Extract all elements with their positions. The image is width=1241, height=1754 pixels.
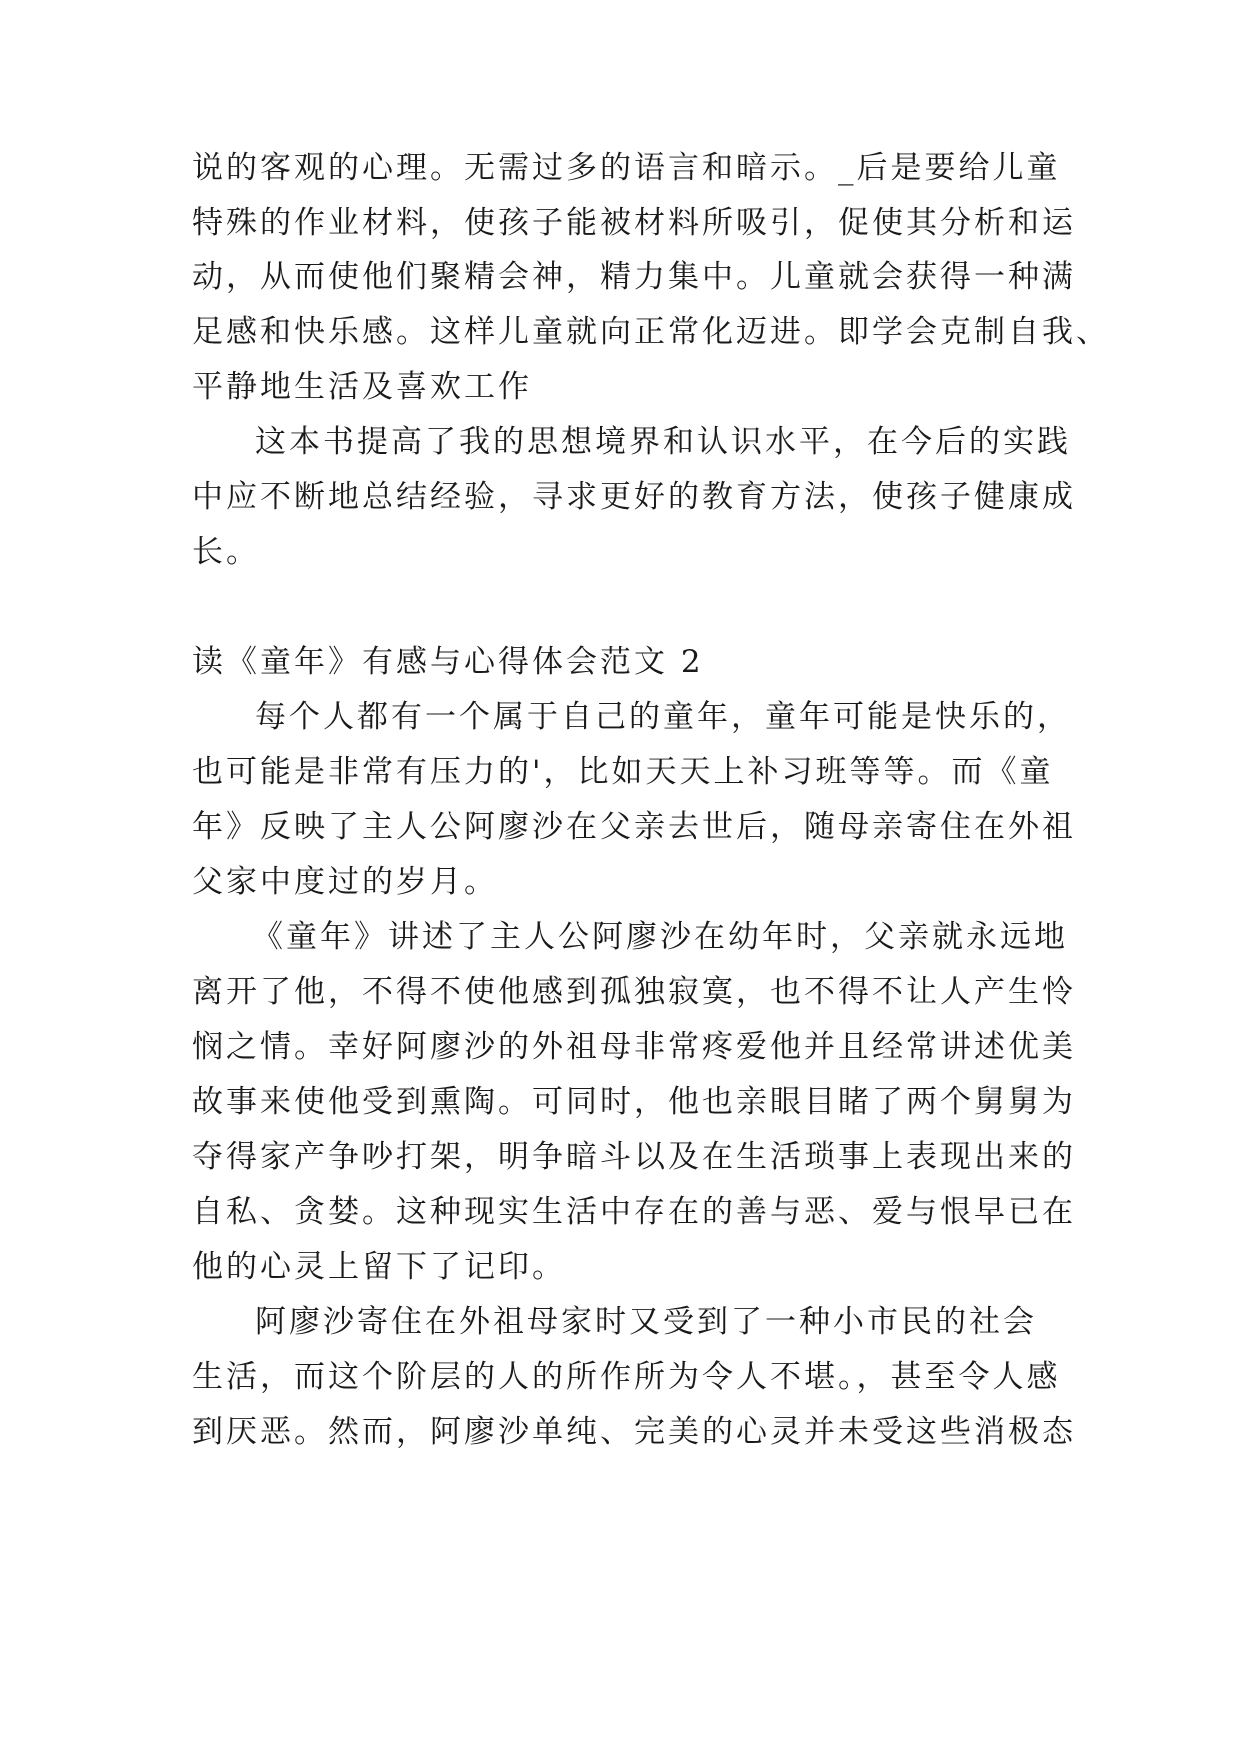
text-line: 夺得家产争吵打架，明争暗斗以及在生活琐事上表现出来的	[192, 1139, 1076, 1175]
text-line: 他的心灵上留下了记印。	[192, 1249, 566, 1285]
text-line: 中应不断地总结经验，寻求更好的教育方法，使孩子健康成	[192, 479, 1076, 515]
paragraph-first-line: 这本书提高了我的思想境界和认识水平，在今后的实践	[255, 424, 1071, 460]
paragraph-first-line: 阿廖沙寄住在外祖母家时又受到了一种小市民的社会	[255, 1304, 1037, 1340]
text-line: 悯之情。幸好阿廖沙的外祖母非常疼爱他并且经常讲述优美	[192, 1029, 1076, 1065]
text-line: 说的客观的心理。无需过多的语言和暗示。_后是要给儿童	[192, 150, 1061, 186]
text-line: 也可能是非常有压力的'，比如天天上补习班等等。而《童	[192, 754, 1054, 790]
text-line: 父家中度过的岁月。	[192, 864, 498, 900]
text-line: 离开了他，不得不使他感到孤独寂寞，也不得不让人产生怜	[192, 974, 1076, 1010]
text-line: 特殊的作业材料，使孩子能被材料所吸引，促使其分析和运	[192, 205, 1076, 241]
text-line: 足感和快乐感。这样儿童就向正常化迈进。即学会克制自我、	[192, 314, 1110, 350]
text-line: 动，从而使他们聚精会神，精力集中。儿童就会获得一种满	[192, 259, 1076, 295]
paragraph-first-line: 《童年》讲述了主人公阿廖沙在幼年时，父亲就永远地	[252, 919, 1068, 955]
text-line: 年》反映了主人公阿廖沙在父亲去世后，随母亲寄住在外祖	[192, 809, 1076, 845]
text-line: 到厌恶。然而，阿廖沙单纯、完美的心灵并未受这些消极态	[192, 1414, 1076, 1450]
text-line: 平静地生活及喜欢工作	[192, 369, 532, 405]
text-line: 自私、贪婪。这种现实生活中存在的善与恶、爱与恨早已在	[192, 1194, 1076, 1230]
text-line: 故事来使他受到熏陶。可同时，他也亲眼目睹了两个舅舅为	[192, 1084, 1076, 1120]
text-line: 长。	[192, 534, 260, 570]
section-heading: 读《童年》有感与心得体会范文 2	[192, 644, 704, 680]
paragraph-first-line: 每个人都有一个属于自己的童年，童年可能是快乐的，	[255, 699, 1071, 735]
text-line: 生活，而这个阶层的人的所作所为令人不堪。，甚至令人感	[192, 1359, 1061, 1395]
